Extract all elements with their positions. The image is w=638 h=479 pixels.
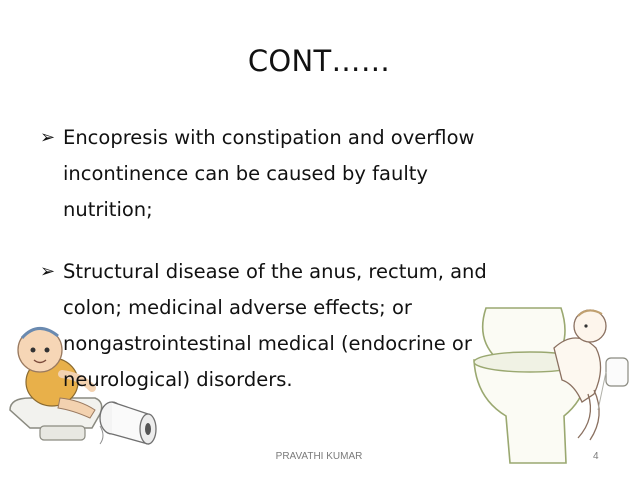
- bullet-text: Structural disease of the anus, rectum, and colon; medicinal adverse effects; or nongastrointestinal medical (endocrine or neurological) disorders.: [63, 260, 487, 391]
- bullet-item: [40, 254, 580, 398]
- page-number: 4: [593, 451, 599, 462]
- slide-title: CONT……: [247, 44, 391, 78]
- arrowhead-bullet-icon: ➢: [40, 261, 56, 282]
- bullet-list: [40, 120, 580, 398]
- bullet-item: [40, 120, 580, 228]
- bullet-text: Encopresis with constipation and overflow incontinence can be caused by faulty nutrition;: [63, 126, 475, 221]
- footer-author: PRAVATHI KUMAR: [275, 451, 363, 462]
- arrowhead-bullet-icon: ➢: [40, 127, 56, 148]
